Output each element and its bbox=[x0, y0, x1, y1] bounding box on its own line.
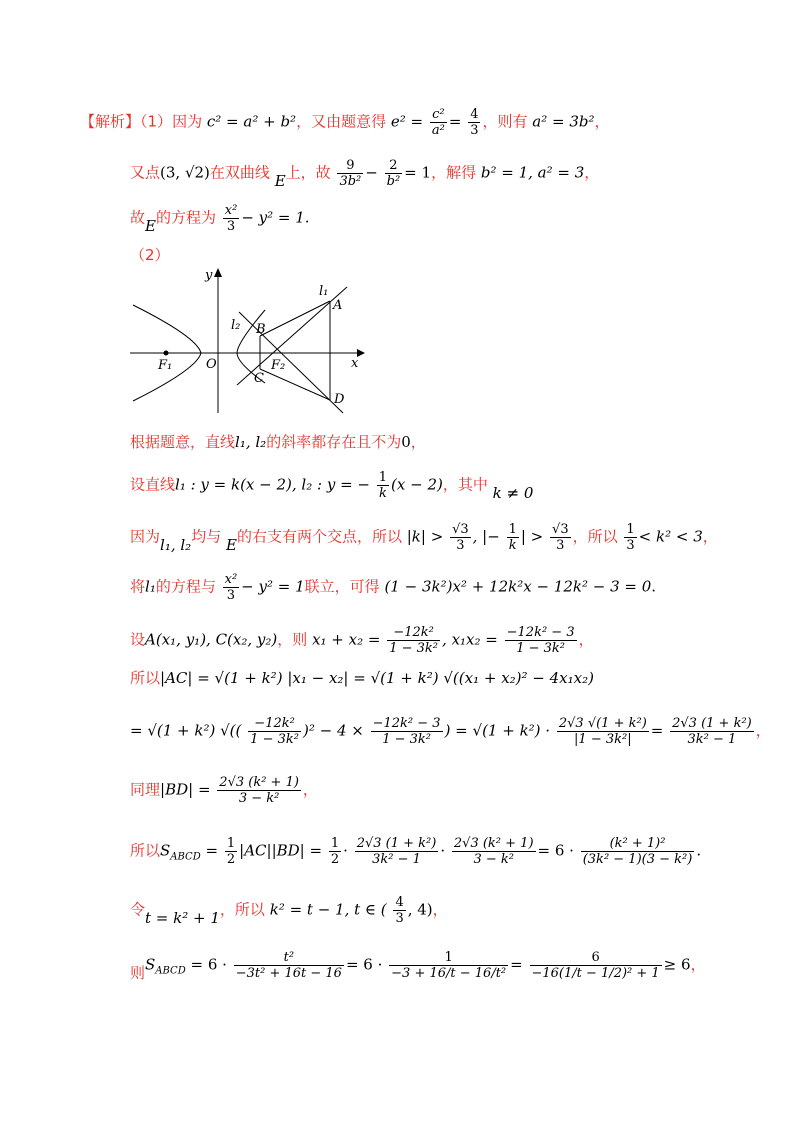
fraction: $\frac{√3}{3}$ bbox=[452, 522, 469, 553]
text: 则 bbox=[130, 963, 146, 982]
math-expr: l₁, l₂ bbox=[160, 535, 192, 554]
math-expr: l₁ : y = k(x − 2), l₂ : y = − bbox=[175, 475, 370, 494]
math-expr: l₁, l₂ bbox=[235, 433, 267, 451]
fraction: $\frac{4}{3}$ bbox=[395, 895, 404, 926]
text: 同理 bbox=[130, 780, 161, 799]
math-expr: = bbox=[448, 112, 462, 131]
text: 因为 bbox=[172, 112, 203, 131]
label-c: C bbox=[254, 371, 264, 386]
equation-line bbox=[130, 203, 310, 234]
fraction: $\frac{1}{3}$ bbox=[626, 522, 635, 553]
math-expr: 0 bbox=[401, 433, 411, 451]
math-expr: b² = 1, a² = 3 bbox=[480, 163, 585, 182]
math-expr: e² = bbox=[390, 112, 424, 131]
subscript: ABCD bbox=[170, 851, 201, 863]
math-expr: = 6 · bbox=[190, 955, 227, 974]
range-line bbox=[130, 522, 718, 553]
text: 联立，可得 bbox=[304, 577, 380, 596]
math-expr: − y² = 1 bbox=[241, 208, 305, 227]
fraction: $\frac{\text{(k² + 1)²}}{\text{(3k² − 1)(3 − k²)}}$ bbox=[582, 836, 693, 867]
fraction: $\frac{9}{\text{3b²}}$ bbox=[339, 158, 362, 189]
math-expr: (x − 2) bbox=[391, 475, 443, 494]
vieta-line bbox=[130, 625, 594, 656]
segment-ab bbox=[260, 301, 330, 336]
text: ， bbox=[302, 780, 318, 799]
fraction: $\frac{6}{\text{−16(1/t − 1/2)² + 1}}$ bbox=[531, 950, 660, 981]
text: 均与 bbox=[191, 527, 222, 546]
label-f2: F₂ bbox=[271, 358, 286, 373]
fraction: $\frac{\text{t²}}{\text{−3t² + 16t − 16}}$ bbox=[235, 950, 342, 981]
hyperbola-figure bbox=[125, 265, 365, 415]
math-expr: c² = a² + b² bbox=[206, 112, 297, 131]
text: . bbox=[651, 577, 657, 596]
fraction: $\frac{1}{2}$ bbox=[330, 836, 340, 867]
text: ， bbox=[410, 433, 426, 451]
text: ，其中 bbox=[442, 475, 488, 494]
math-expr: − bbox=[365, 163, 378, 182]
math-expr: , x₁x₂ = bbox=[442, 630, 498, 649]
text: ， bbox=[584, 163, 600, 182]
math-expr: (3, √2) bbox=[160, 163, 210, 182]
text: 将 bbox=[130, 577, 146, 596]
text: 故 bbox=[130, 208, 146, 227]
text: 因为 bbox=[130, 527, 161, 546]
point-line bbox=[130, 158, 599, 189]
text: . bbox=[304, 208, 310, 227]
math-expr: |AC| = √(1 + k²) |x₁ − x₂| = √(1 + k²) √((x₁ + x₂)² − 4x₁x₂) bbox=[160, 669, 594, 687]
part1-line bbox=[80, 107, 610, 138]
math-expr: |AC||BD| = bbox=[239, 841, 323, 860]
math-expr: a² = 3b² bbox=[532, 112, 595, 131]
math-expr: E bbox=[225, 535, 237, 554]
math-expr: E bbox=[145, 216, 156, 235]
math-expr: , |− bbox=[472, 527, 500, 546]
label-f1: F₁ bbox=[158, 358, 173, 373]
text: ，所以 bbox=[572, 527, 618, 546]
label-x: x bbox=[351, 356, 359, 371]
text: 根据题意，直线 bbox=[130, 433, 236, 451]
text: 在双曲线 bbox=[209, 163, 270, 182]
math-expr: S bbox=[160, 841, 171, 860]
text: 的右支有两个交点，所以 bbox=[236, 527, 402, 546]
fraction: $\frac{1}{k}$ bbox=[508, 522, 517, 553]
text: 所以 bbox=[130, 841, 161, 860]
label-o: O bbox=[206, 357, 217, 372]
math-expr: = 6 · bbox=[345, 955, 383, 974]
math-expr: = 6 · bbox=[537, 841, 574, 860]
math-expr: = bbox=[510, 955, 523, 974]
fraction: $\frac{\text{−12k²}}{\text{1 − 3k²}}$ bbox=[250, 716, 299, 747]
ac-expansion-line bbox=[130, 716, 771, 747]
text: ， bbox=[432, 900, 448, 919]
text: ， bbox=[755, 721, 771, 740]
math-expr: x₁ + x₂ = bbox=[312, 630, 381, 649]
text: ，解得 bbox=[431, 163, 477, 182]
math-expr: t = k² + 1 bbox=[145, 908, 220, 927]
math-expr: ≥ 6 bbox=[663, 955, 691, 974]
math-expr: |k| > bbox=[406, 527, 444, 546]
text: ，则有 bbox=[482, 112, 528, 131]
math-expr: , 4) bbox=[407, 900, 433, 919]
math-expr: S bbox=[145, 955, 156, 974]
fraction: $\frac{2}{\text{b²}}$ bbox=[386, 158, 401, 189]
fraction: $\frac{\text{2√3 (1 + k²)}}{\text{3k² − 1}}$ bbox=[672, 716, 752, 747]
fraction: $\frac{\text{2√3 √(1 + k²)}}{\text{|1 − 3k²|}}$ bbox=[558, 716, 647, 747]
lines-def bbox=[130, 470, 533, 501]
math-expr: − y² = 1 bbox=[241, 577, 305, 596]
final-line bbox=[130, 950, 706, 982]
label-b: B bbox=[256, 322, 266, 337]
segment-cd bbox=[260, 369, 330, 400]
math-expr: A(x₁, y₁), C(x₂, y₂) bbox=[145, 630, 278, 649]
focus-f1-point bbox=[164, 351, 169, 356]
label-a: A bbox=[333, 298, 343, 313]
math-expr: l₁ bbox=[145, 577, 156, 596]
substitution-line bbox=[130, 895, 448, 926]
math-expr: k² = t − 1, t ∈ ( bbox=[269, 900, 387, 919]
fraction: $\frac{\text{x²}}{3}$ bbox=[224, 203, 238, 234]
ac-line bbox=[130, 668, 594, 688]
text: 上，故 bbox=[285, 163, 331, 182]
label-y: y bbox=[205, 268, 213, 283]
part2-label: （2） bbox=[130, 246, 170, 264]
text: ， bbox=[702, 527, 718, 546]
fraction: $\frac{4}{3}$ bbox=[470, 107, 479, 138]
fraction: $\frac{√3}{3}$ bbox=[552, 522, 569, 553]
text: 又点 bbox=[130, 163, 161, 182]
text: 的方程为 bbox=[155, 208, 216, 227]
fraction: $\frac{1}{k}$ bbox=[378, 470, 388, 501]
math-expr: | > bbox=[520, 527, 544, 546]
fraction: $\frac{\text{−12k² − 3}}{\text{1 − 3k²}}$ bbox=[372, 716, 441, 747]
text: 的方程与 bbox=[155, 577, 216, 596]
part1-label: （1） bbox=[140, 112, 173, 131]
text: 令 bbox=[130, 900, 146, 919]
text: ，则 bbox=[277, 630, 308, 649]
y-axis-arrow bbox=[214, 268, 222, 277]
math-expr: = 1 bbox=[404, 163, 432, 182]
analysis-tag: 【解析】 bbox=[80, 112, 141, 131]
line-l2 bbox=[239, 312, 343, 413]
math-expr: = √(1 + k²) √(( bbox=[130, 721, 242, 740]
text: 的斜率都存在且不为 bbox=[266, 433, 402, 451]
math-expr: · bbox=[440, 841, 446, 860]
math-expr: )² − 4 × bbox=[302, 721, 364, 740]
math-expr: E bbox=[274, 171, 286, 190]
label-l1: l₁ bbox=[319, 284, 329, 299]
math-expr: k ≠ 0 bbox=[492, 483, 534, 502]
area-line bbox=[130, 836, 701, 868]
text: . bbox=[696, 841, 702, 860]
fraction: $\frac{\text{x²}}{3}$ bbox=[224, 572, 238, 603]
math-expr: |BD| = bbox=[160, 780, 211, 799]
slope-line bbox=[130, 432, 426, 452]
fraction: $\frac{\text{2√3 (k² + 1)}}{\text{3 − k²}}$ bbox=[219, 775, 299, 806]
math-expr: = bbox=[650, 721, 664, 740]
combine-line bbox=[130, 572, 656, 603]
math-expr: · bbox=[343, 841, 348, 860]
text: 设直线 bbox=[130, 475, 176, 494]
fraction: $\frac{\text{2√3 (1 + k²)}}{\text{3k² − 1}}$ bbox=[356, 836, 437, 867]
math-expr: (1 − 3k²)x² + 12k²x − 12k² − 3 = 0 bbox=[384, 577, 652, 596]
text: ， bbox=[594, 112, 610, 131]
bd-line bbox=[130, 775, 318, 806]
fraction: $\frac{\text{−12k² − 3}}{\text{1 − 3k²}}$ bbox=[506, 625, 575, 656]
fraction: $\frac{\text{−12k²}}{\text{1 − 3k²}}$ bbox=[389, 625, 439, 656]
text: ， bbox=[690, 955, 706, 974]
fraction: $\frac{1}{2}$ bbox=[226, 836, 236, 867]
subscript: ABCD bbox=[155, 965, 186, 977]
label-l2: l₂ bbox=[231, 318, 241, 333]
text: ，所以 bbox=[219, 900, 265, 919]
text: ， bbox=[578, 630, 594, 649]
fraction: $\frac{\text{2√3 (k² + 1)}}{\text{3 − k²}}$ bbox=[453, 836, 534, 867]
math-expr: ) = √(1 + k²) · bbox=[444, 721, 551, 740]
text: ，又由题意得 bbox=[296, 112, 387, 131]
math-expr: = bbox=[205, 841, 219, 860]
fraction: $\frac{\text{c²}}{\text{a²}}$ bbox=[431, 107, 445, 138]
fraction: $\frac{1}{\text{−3 + 16/t − 16/t²}}$ bbox=[391, 950, 507, 981]
text: 设 bbox=[130, 630, 146, 649]
label-d: D bbox=[334, 392, 345, 407]
text: 所以 bbox=[130, 669, 161, 687]
math-expr: < k² < 3 bbox=[638, 527, 703, 546]
